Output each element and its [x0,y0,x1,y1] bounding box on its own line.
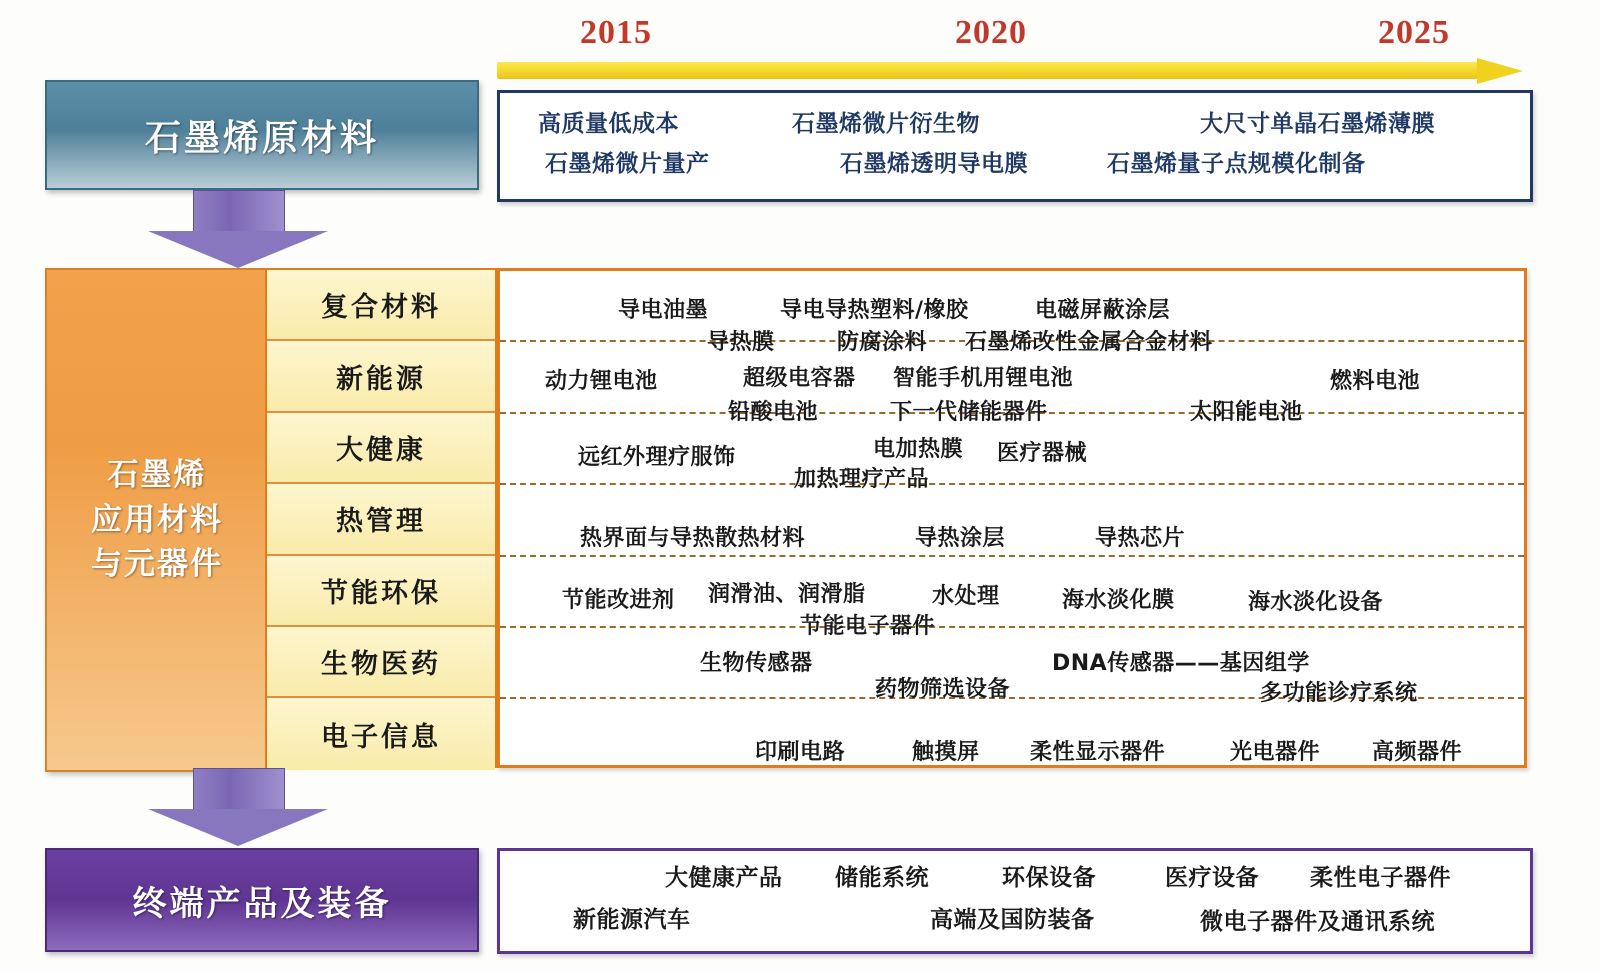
application-item: 热界面与导热散热材料 [580,526,806,552]
application-row [500,342,1524,426]
application-item: 生物传感器 [700,650,813,676]
application-item: 润滑油、润滑脂 [708,581,866,607]
application-item: 节能电子器件 [800,613,936,639]
down-arrow-icon-2 [148,768,328,846]
timeline-arrow-icon [497,58,1527,84]
application-label-line: 应用材料 [91,501,223,538]
application-category-cell[interactable] [267,627,495,698]
end-product-item: 柔性电子器件 [1310,865,1451,891]
raw-material-item: 石墨烯微片量产 [545,151,710,177]
raw-material-label: 石墨烯原材料 [144,117,379,159]
end-products-items-box [497,848,1533,954]
raw-material-item: 高质量低成本 [538,111,679,137]
end-product-item: 大健康产品 [665,865,783,891]
application-label-line: 石墨烯 [107,456,207,493]
application-items-box [497,268,1527,768]
application-row [500,485,1524,556]
arrow-tip [148,809,328,846]
application-category-label: 大健康 [336,434,426,466]
arrow-stem [193,190,285,233]
application-item: 导电油墨 [618,298,709,323]
application-row [500,699,1524,770]
application-label [91,453,223,588]
application-item: 药物筛选设备 [875,676,1011,702]
down-arrow-icon-1 [148,190,328,268]
arrow-stem [193,768,285,811]
application-category-cell[interactable] [267,270,495,341]
application-item: 柔性显示器件 [1030,740,1166,766]
timeline-years [500,14,1560,62]
application-item: 电磁屏蔽涂层 [1035,298,1171,323]
application-item: 电加热膜 [873,436,964,462]
application-item: 加热理疗产品 [794,466,930,492]
raw-material-item: 大尺寸单晶石墨烯薄膜 [1200,111,1435,137]
arrow-tip [148,231,328,268]
application-item: 多功能诊疗系统 [1260,680,1418,706]
application-category-cell[interactable] [267,556,495,627]
timeline-year-2015: 2015 [580,14,652,51]
application-item: 印刷电路 [755,740,846,766]
timeline-arrow-head [1477,58,1523,84]
application-item: 智能手机用锂电池 [893,366,1074,392]
end-product-item: 高端及国防装备 [930,907,1095,933]
application-item: 铅酸电池 [728,400,819,426]
application-item: 导热芯片 [1095,526,1186,552]
application-row [500,557,1524,639]
raw-material-band [45,80,479,190]
application-category-label: 电子信息 [321,721,441,753]
raw-material-items-box [497,90,1533,202]
application-category-label: 热管理 [336,506,426,538]
end-products-label: 终端产品及装备 [132,883,392,924]
application-item: 动力锂电池 [545,369,658,395]
application-row [500,414,1524,492]
application-item: 超级电容器 [743,366,856,392]
application-item: 医疗器械 [997,440,1088,466]
raw-material-item: 石墨烯量子点规模化制备 [1107,151,1366,177]
application-item: 防腐涂料 [837,330,928,355]
application-category-cell[interactable] [267,413,495,484]
application-item: 节能改进剂 [562,587,675,613]
end-product-item: 储能系统 [835,865,929,891]
application-item: DNA传感器——基因组学 [1052,650,1310,676]
application-item: 海水淡化膜 [1062,587,1175,613]
application-category-cell[interactable] [267,341,495,412]
application-item: 导热涂层 [915,526,1006,552]
end-product-item: 环保设备 [1002,865,1096,891]
timeline-year-2025: 2025 [1378,14,1450,51]
application-item: 导热膜 [707,330,775,355]
raw-material-item: 石墨烯微片衍生物 [792,111,980,137]
application-item: 下一代储能器件 [890,400,1048,426]
end-product-item: 新能源汽车 [573,907,691,933]
end-product-item: 医疗设备 [1165,865,1259,891]
application-item: 太阳能电池 [1190,400,1303,426]
application-item: 远红外理疗服饰 [578,444,736,470]
application-item: 触摸屏 [912,740,980,766]
application-band [45,268,269,772]
timeline-arrow-bar [497,62,1482,79]
application-category-label: 新能源 [336,363,426,395]
application-item: 光电器件 [1230,740,1321,766]
application-item: 高频器件 [1372,740,1463,766]
application-category-cell[interactable] [267,698,495,769]
application-label-line: 与元器件 [91,546,223,583]
application-category-label: 生物医药 [321,649,441,681]
application-item: 石墨烯改性金属合金材料 [965,330,1213,355]
end-product-item: 微电子器件及通讯系统 [1200,909,1435,935]
application-item: 水处理 [932,583,1000,609]
raw-material-item: 石墨烯透明导电膜 [840,151,1028,177]
application-category-label: 复合材料 [321,292,441,324]
application-item: 海水淡化设备 [1248,589,1384,615]
end-products-band [45,848,479,952]
application-category-cell[interactable] [267,484,495,555]
application-category-column [265,268,497,768]
application-item: 燃料电池 [1330,369,1421,395]
timeline-year-2020: 2020 [955,14,1027,51]
application-row [500,628,1524,706]
application-row [500,271,1524,355]
application-item: 导电导热塑料/橡胶 [780,298,969,323]
application-category-label: 节能环保 [321,577,441,609]
